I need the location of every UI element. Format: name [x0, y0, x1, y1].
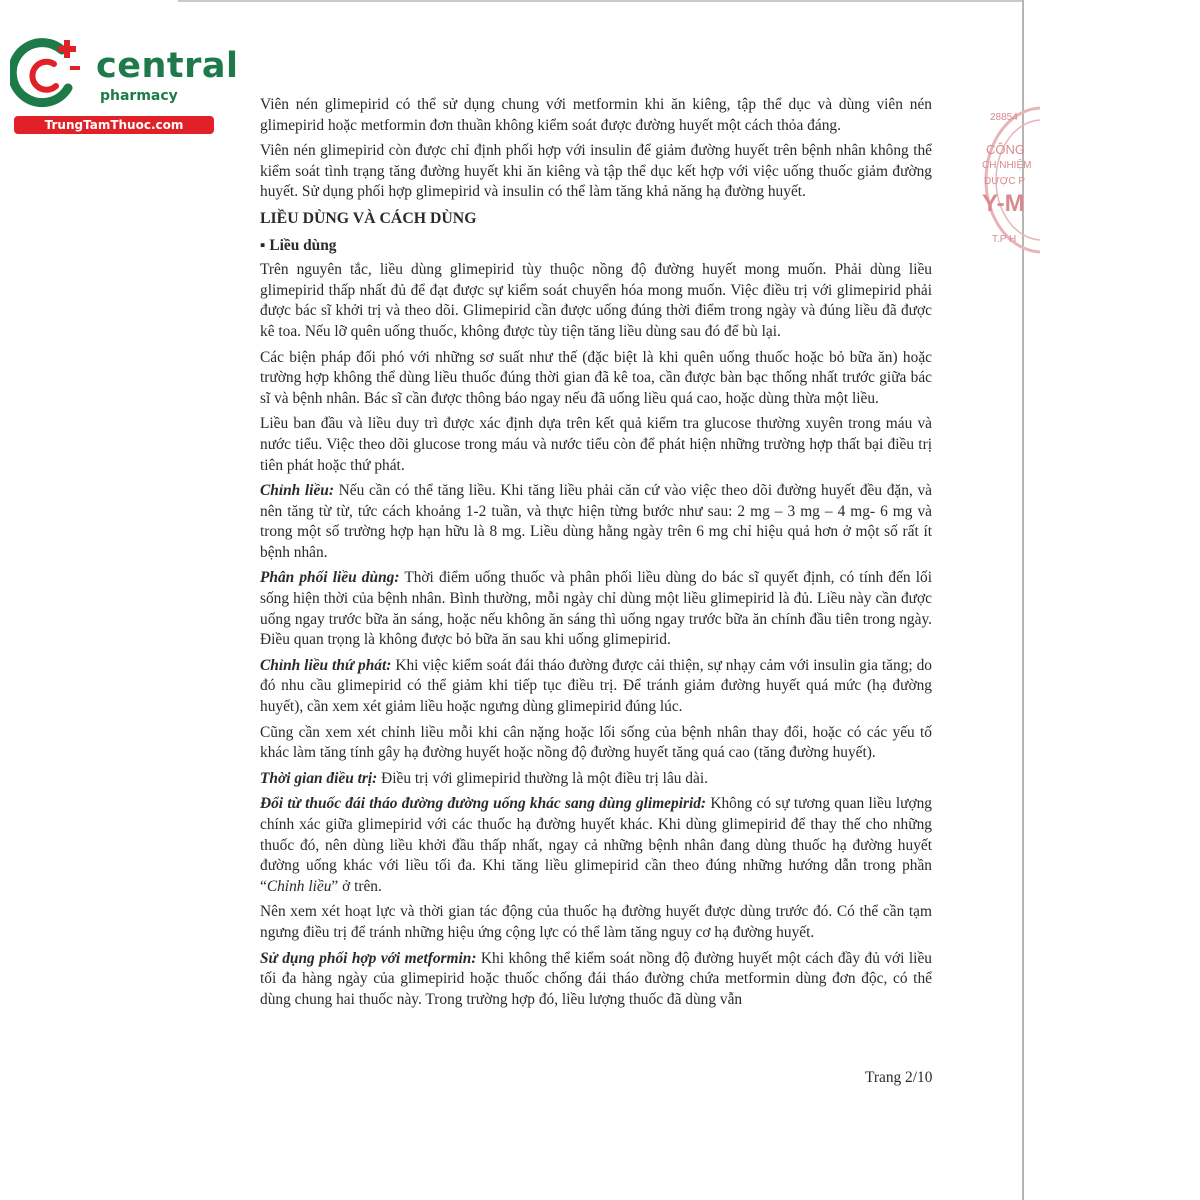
paragraph-text: Khi việc kiểm soát đái tháo đường được cải thiện, sự nhạy cảm với insulin gia tăng; do đó nhu cầu glimepirid có thể giảm khi tiếp tục điều trị. Để tránh giảm đường huyết quá mức (hạ đường huyết), cần xem xét giảm liều hoặc ngưng dùng glimepirid đúng lúc.: [260, 656, 932, 716]
logo-website: TrungTamThuoc.com: [14, 116, 214, 134]
document-body: [260, 95, 932, 1015]
paragraph: [260, 656, 932, 718]
section-heading: LIỀU DÙNG VÀ CÁCH DÙNG: [260, 209, 477, 227]
logo-subtitle: pharmacy: [100, 88, 178, 104]
term-label: Thời gian điều trị:: [260, 769, 378, 787]
paragraph: Viên nén glimepirid còn được chỉ định phối hợp với insulin để giảm đường huyết trên bệnh nhân không thể kiểm soát tình trạng tăng đường huyết khi ăn kiêng và tập thể dục kết hợp với việc uống thuốc giảm đường huyết. Sử dụng phối hợp glimepirid và insulin có thể làm tăng khả năng hạ đường huyết.: [260, 142, 932, 201]
term-label: Chỉnh liều thứ phát:: [260, 656, 392, 674]
central-pharmacy-logo: [10, 36, 239, 136]
paragraph-text: Không có sự tương quan liều lượng chính xác giữa glimepirid với các thuốc hạ đường huyết khác. Khi dùng glimepirid để thay thế cho những thuốc đó, nên dùng liều khởi đầu thấp nhất, ngay cả những bệnh nhân đang dùng thuốc hạ đường huyết đường uống khác với liều tối đa. Khi tăng liều glimepirid cần theo đúng những hướng dẫn trong phần “: [260, 795, 932, 895]
paragraph: [260, 769, 932, 790]
paragraph-text: Thời điểm uống thuốc và phân phối liều dùng do bác sĩ quyết định, có tính đến lối sống hiện thời của bệnh nhân. Bình thường, mỗi ngày chỉ dùng một liều glimepirid là đủ. Liều này cần được uống ngay trước bữa ăn sáng, hoặc nếu không ăn sáng thì uống ngay trước bữa ăn chính đầu tiên trong ngày. Điều quan trọng là không được bỏ bữa ăn sau khi uống glimepirid.: [260, 569, 933, 649]
page-number: Trang 2/10: [865, 1069, 933, 1086]
paragraph: [260, 949, 932, 1011]
paragraph-text: Nếu cần có thể tăng liều. Khi tăng liều phải căn cứ vào việc theo dõi đường huyết đều đặn, và nên tăng từ từ, tức cách khoảng 1-2 tuần, và thực hiện từng bước như sau: 2 mg – 3 mg – 4 mg- 6 mg và trong một số trường hợp hạn hữu là 8 mg. Liều dùng hằng ngày trên 6 mg chỉ hiệu quả hơn ở một số rất ít bệnh nhân.: [260, 482, 933, 561]
logo-brand: central: [96, 46, 239, 86]
italic-reference: Chỉnh liều: [266, 877, 332, 895]
term-label: Phân phối liều dùng:: [260, 569, 400, 587]
stamp-number: 28854: [990, 112, 1018, 123]
paragraph: [260, 481, 932, 563]
term-label: Sử dụng phối hợp với metformin:: [260, 949, 477, 967]
paragraph: Viên nén glimepirid có thể sử dụng chung với metformin khi ăn kiêng, tập thể dục và dùng viên nén glimepirid hoặc metformin đơn thuần không kiểm soát được đường huyết một cách thỏa đáng.: [260, 96, 932, 134]
paragraph: [260, 794, 932, 897]
stamp-text-1: CÔNG: [986, 142, 1025, 157]
paragraph: Nên xem xét hoạt lực và thời gian tác động của thuốc hạ đường huyết được dùng trước đó. Có thể cần tạm ngưng điều trị để tránh những hiệu ứng cộng lực có thể làm tăng nguy cơ hạ đường huyết.: [260, 903, 932, 941]
paragraph-text: Điều trị với glimepirid thường là một điều trị lâu dài.: [377, 769, 708, 787]
term-label: Chỉnh liều:: [260, 482, 334, 500]
logo-mark-icon: [10, 36, 90, 112]
paragraph: Cũng cần xem xét chỉnh liều mỗi khi cân nặng hoặc lối sống của bệnh nhân thay đổi, hoặc có các yếu tố khác làm tăng tính gây hạ đường huyết hoặc nồng độ đường huyết tăng quá cao (tăng đường huyết).: [260, 723, 932, 762]
subsection-heading: [260, 236, 932, 257]
subheading-label: Liều dùng: [269, 236, 337, 254]
official-stamp: [980, 100, 1040, 260]
stamp-text-5: T.P H: [992, 234, 1017, 245]
stamp-text-4: Y-M: [982, 190, 1025, 217]
paragraph: Trên nguyên tắc, liều dùng glimepirid tùy thuộc nồng độ đường huyết mong muốn. Phải dùng liều glimepirid thấp nhất đủ để đạt được sự kiểm soát chuyển hóa mong muốn. Việc điều trị với glimepirid phải được bác sĩ khởi trị và theo dõi. Glimepirid cần được uống đúng thời điểm trong ngày và đúng liều đã được kê toa. Nếu lỡ quên uống thuốc, không được tùy tiện tăng liều dùng sau đó để bù lại.: [260, 261, 932, 340]
paragraph: Các biện pháp đối phó với những sơ suất như thế (đặc biệt là khi quên uống thuốc hoặc bỏ bữa ăn) hoặc trường hợp không thể dùng liều thuốc đúng thời gian đã kê toa, cần được bàn bạc thống nhất trước giữa bác sĩ và bệnh nhân. Bác sĩ cần được thông báo ngay nếu đã uống liều quá cao, hoặc dùng thừa một liều.: [260, 348, 932, 407]
paragraph: [260, 568, 932, 650]
paragraph: Liều ban đầu và liều duy trì được xác định dựa trên kết quả kiểm tra glucose thường xuyên trong máu và nước tiểu. Việc theo dõi glucose trong máu và nước tiểu còn để phát hiện những trường hợp thất bại điều trị tiên phát hoặc thứ phát.: [260, 415, 932, 474]
stamp-text-3: DƯỢC P: [984, 176, 1026, 187]
term-label: Đổi từ thuốc đái tháo đường đường uống khác sang dùng glimepirid:: [260, 795, 707, 813]
paragraph-text-end: ” ở trên.: [331, 877, 382, 895]
paragraph-text: Khi không thể kiểm soát nồng độ đường huyết một cách đầy đủ với liều tối đa hàng ngày của glimepirid hoặc thuốc chống đái tháo đường chứa metformin dùng đơn độc, có thể dùng chung hai thuốc này. Trong trường hợp đó, liều lượng thuốc đã dùng vẫn: [260, 949, 932, 1008]
stamp-text-2: CH NHIỆM: [982, 160, 1032, 171]
bullet-icon: ▪: [260, 236, 266, 254]
scan-edge-top: [178, 0, 1024, 2]
